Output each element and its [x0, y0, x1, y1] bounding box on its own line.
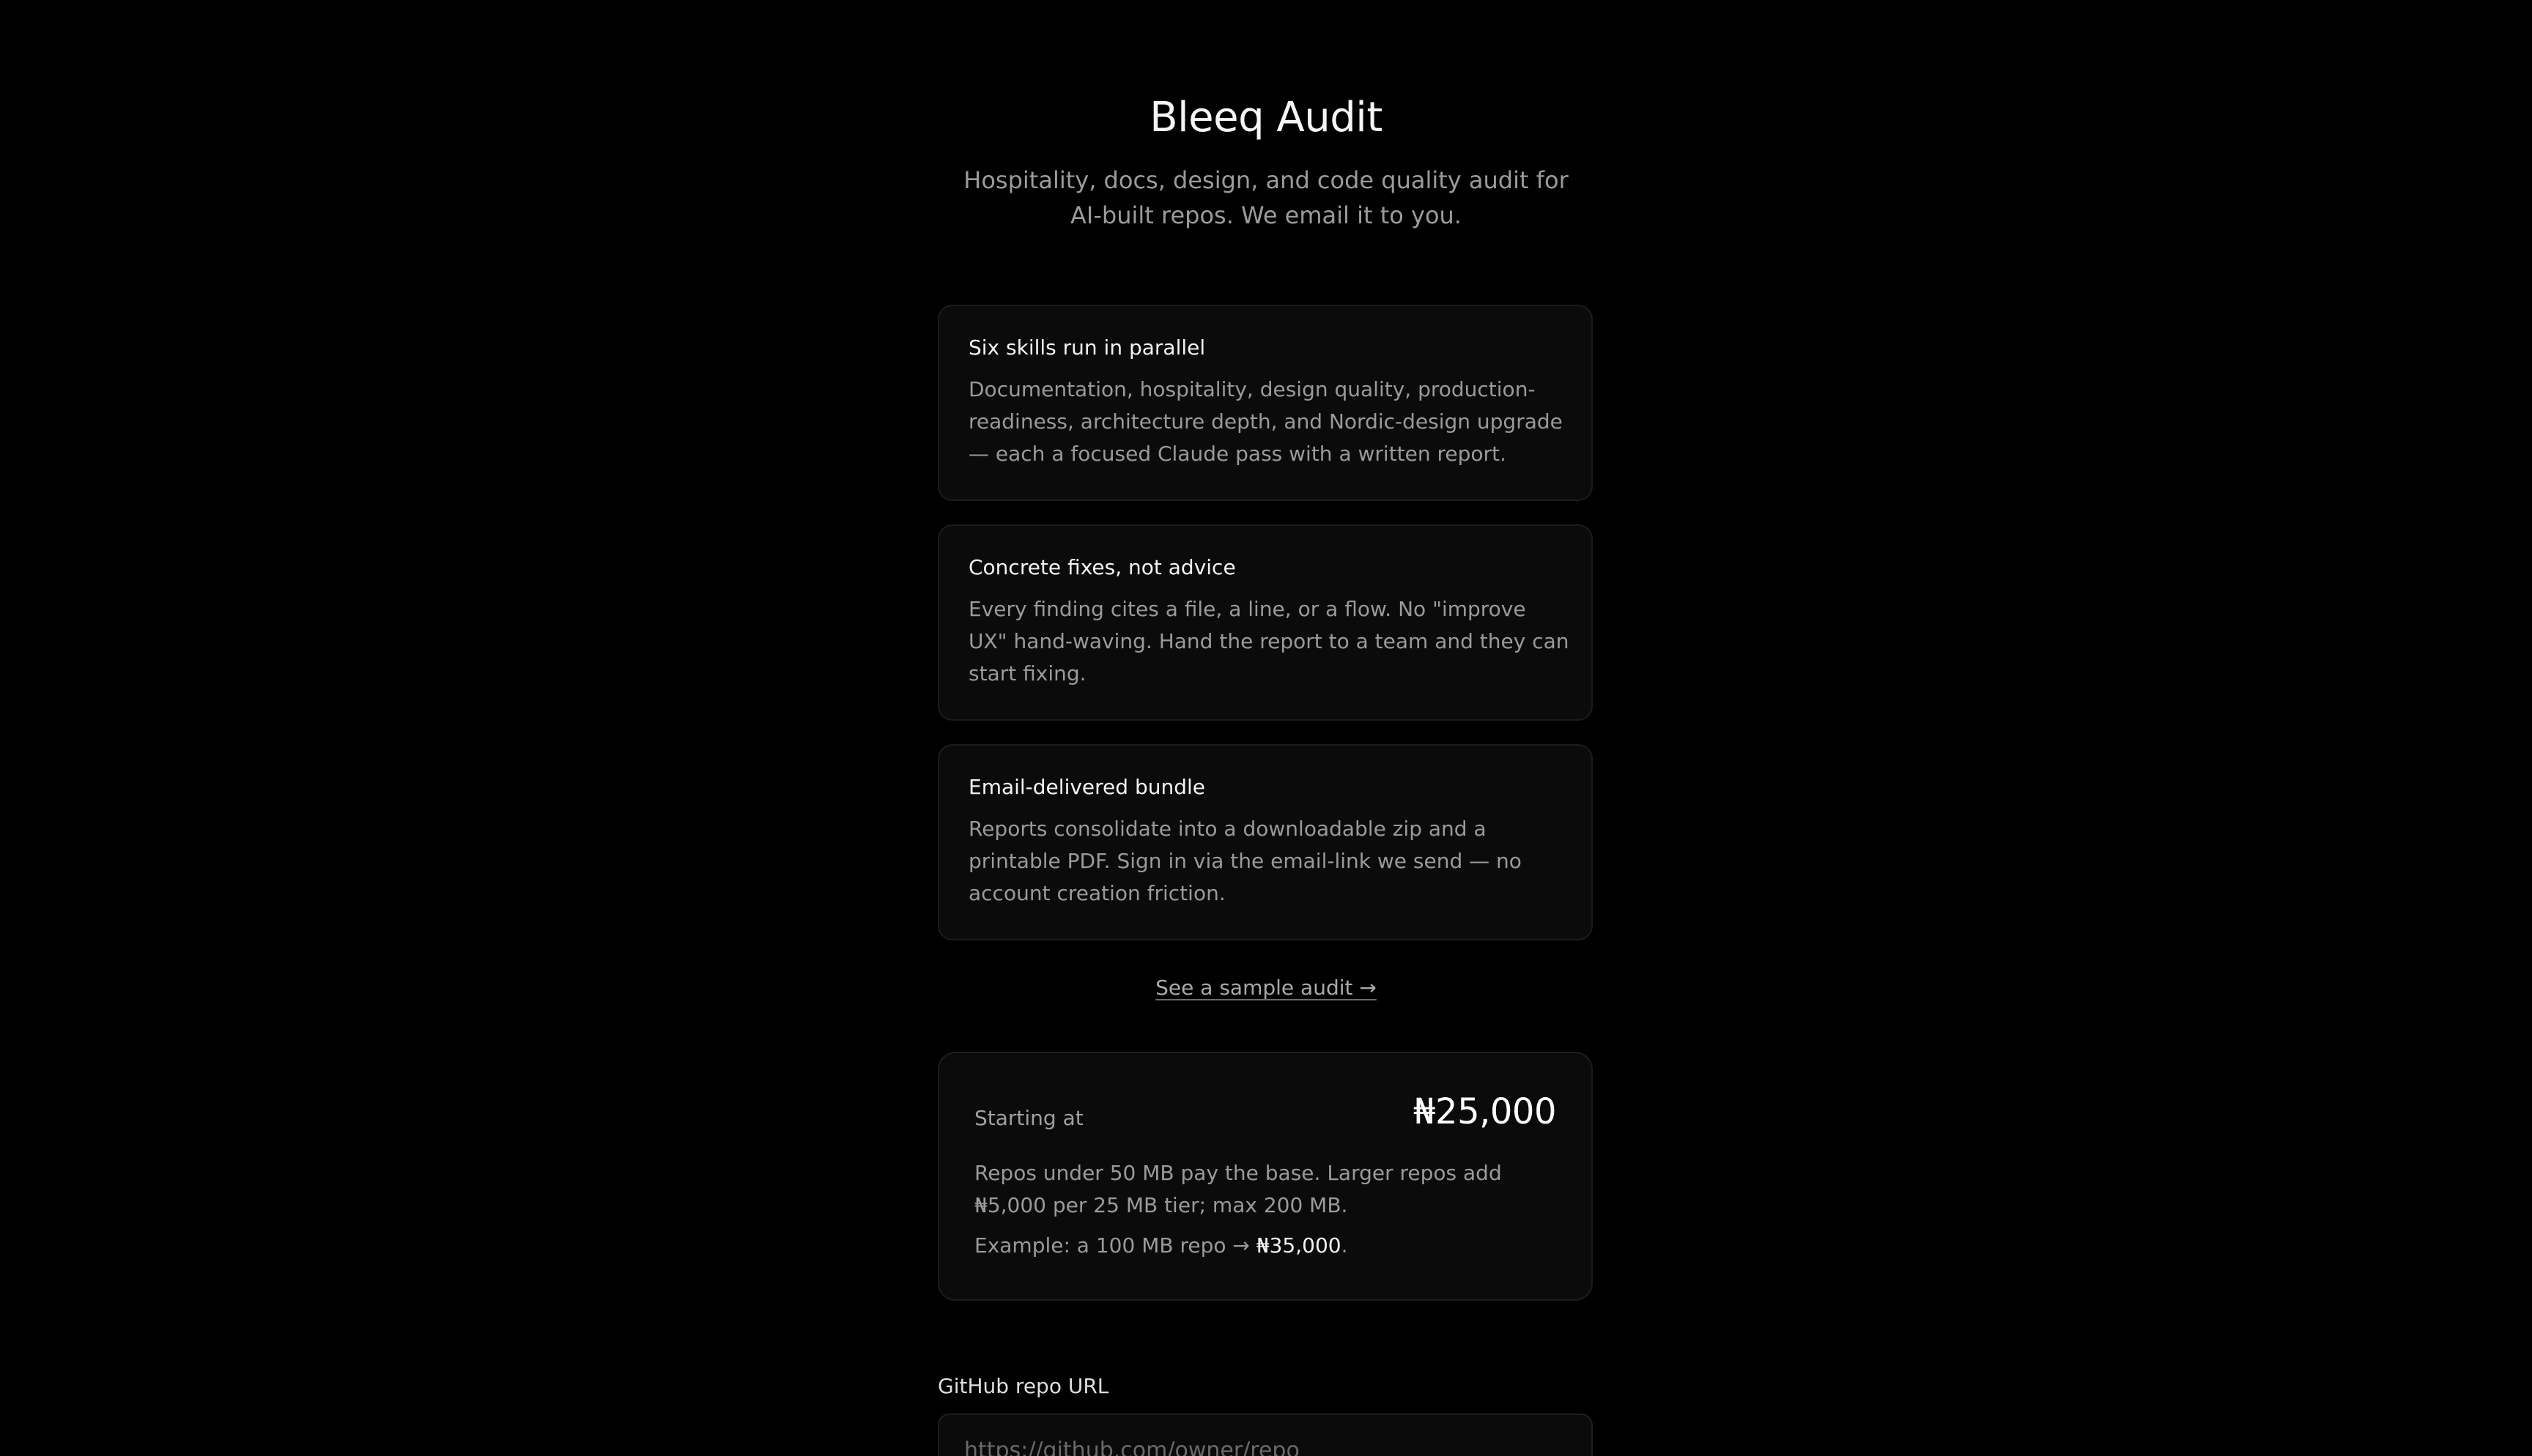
pricing-description: Repos under 50 MB pay the base. Larger repos add ₦5,000 per 25 MB tier; max 200 MB.: [974, 1161, 1502, 1217]
feature-card-title: Email-delivered bundle: [969, 775, 1205, 799]
pricing-card: [938, 1052, 1593, 1301]
pricing-amount: ₦25,000: [1413, 1091, 1556, 1132]
feature-card-title: Concrete fixes, not advice: [969, 555, 1236, 579]
pricing-example-value: ₦35,000: [1256, 1233, 1341, 1258]
pricing-example: [974, 1233, 1347, 1258]
page-title: Bleeq Audit: [1150, 94, 1382, 141]
pricing-example-prefix: Example: a 100 MB repo →: [974, 1233, 1256, 1258]
feature-card-body: Reports consolidate into a downloadable zip and a printable PDF. Sign in via the email-link we send — no account creation friction.: [969, 817, 1522, 905]
feature-card-parallel-skills: [938, 305, 1593, 501]
repo-url-input[interactable]: [938, 1414, 1593, 1456]
feature-card-body: Documentation, hospitality, design quality, production-readiness, architecture depth, and Nordic-design upgrade — each a focused Claude pass with a written report.: [969, 377, 1563, 466]
pricing-example-suffix: .: [1341, 1233, 1348, 1258]
page-subtitle: Hospitality, docs, design, and code quality audit for AI-built repos. We email it to you.: [963, 166, 1569, 229]
feature-card-body: Every finding cites a file, a line, or a flow. No "improve UX" hand-waving. Hand the report to a team and they can start fixing.: [969, 597, 1569, 686]
sample-audit-link-row: [938, 976, 1594, 1000]
feature-card-email-bundle: [938, 744, 1593, 940]
sample-audit-link[interactable]: See a sample audit →: [1155, 976, 1377, 1000]
feature-card-concrete-fixes: [938, 524, 1593, 721]
pricing-starting-label: Starting at: [974, 1106, 1084, 1130]
feature-card-title: Six skills run in parallel: [969, 335, 1206, 360]
repo-url-label: GitHub repo URL: [938, 1374, 1109, 1398]
